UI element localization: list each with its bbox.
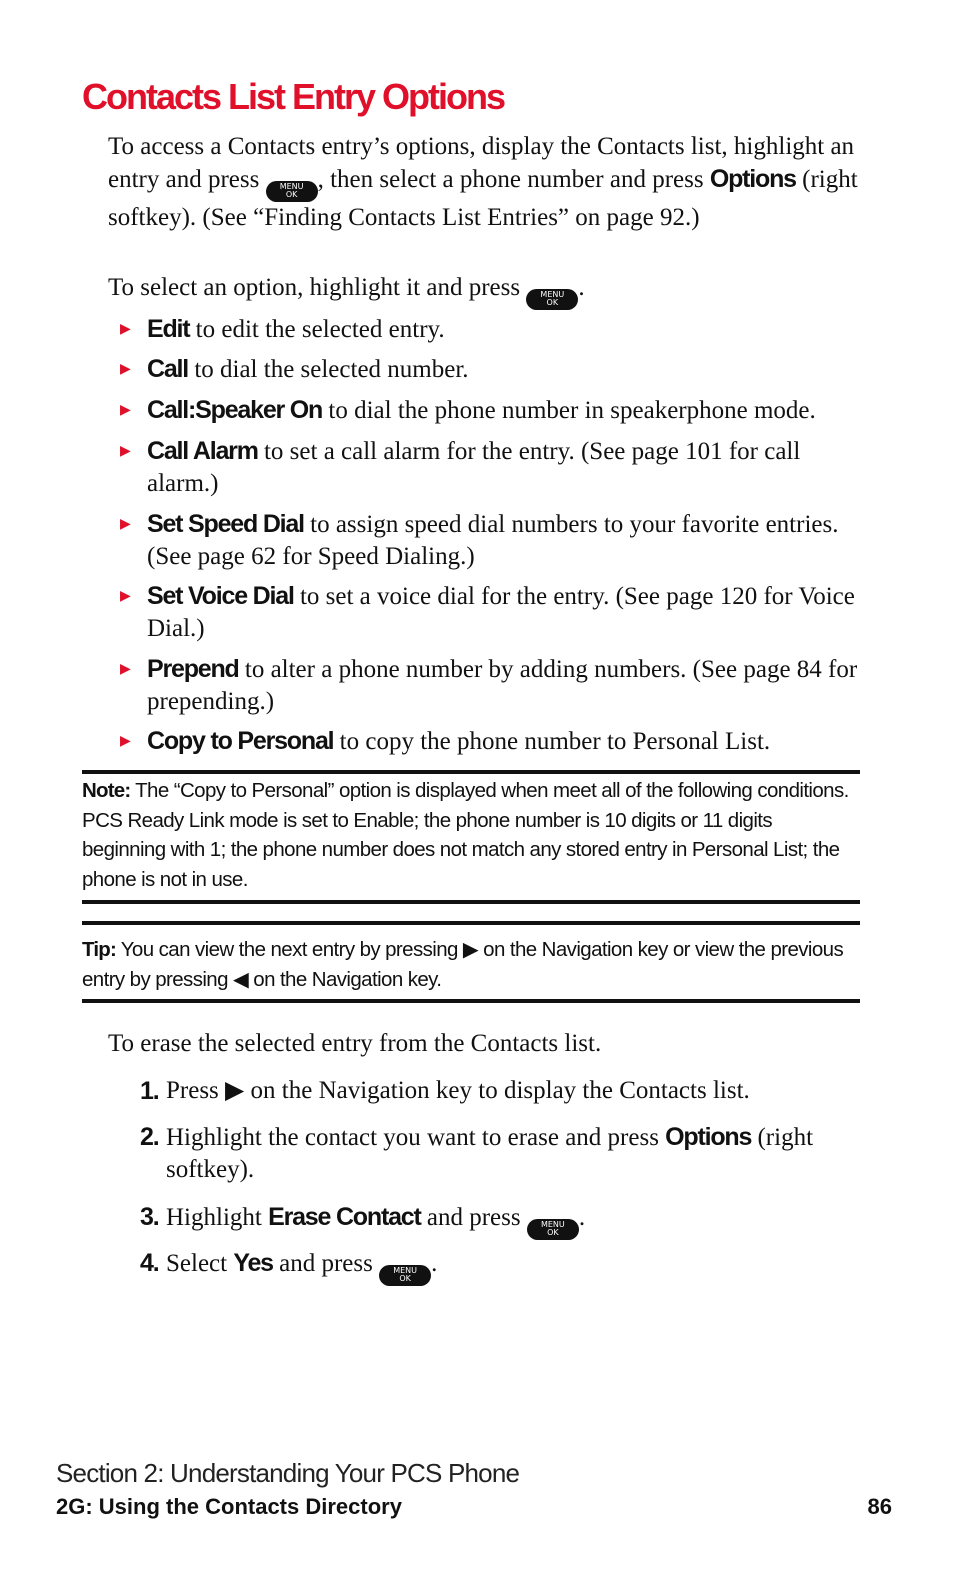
option-desc: to dial the selected number. <box>188 356 469 383</box>
chapter-title: 2G: Using the Contacts Directory <box>56 1494 402 1519</box>
menu-ok-key-icon <box>527 1219 579 1240</box>
step-term: Yes <box>233 1249 273 1277</box>
step-term: Erase Contact <box>268 1203 421 1231</box>
key-label-top: MENU <box>540 1220 565 1229</box>
option-name: Set Speed Dial <box>147 510 304 538</box>
options-term: Options <box>709 165 796 193</box>
bullet-arrow-icon: ▶ <box>120 661 131 677</box>
tip-label: Tip: <box>82 938 116 961</box>
select-instruction <box>108 272 858 310</box>
step-number: 1. <box>140 1077 159 1105</box>
bullet-arrow-icon: ▶ <box>120 733 131 749</box>
option-name: Call Alarm <box>147 437 258 465</box>
note-top-rule <box>82 770 860 774</box>
option-desc: to edit the selected entry. <box>189 316 445 343</box>
key-label-bottom: OK <box>546 298 559 307</box>
tip-top-rule <box>82 921 860 925</box>
step-end: . <box>431 1250 438 1277</box>
tip-box <box>82 935 860 994</box>
option-item-call <box>120 353 860 386</box>
step-text: Select <box>166 1250 234 1277</box>
note-label: Note: <box>82 779 131 802</box>
note-bottom-rule <box>82 900 860 904</box>
option-desc: to set a call alarm for the entry. (See page 101 for call alarm.) <box>147 438 801 497</box>
bullet-arrow-icon: ▶ <box>120 588 131 604</box>
option-name: Call <box>147 355 189 383</box>
nav-left-icon: ◀ <box>233 967 249 991</box>
erase-intro: To erase the selected entry from the Contacts list. <box>108 1030 602 1057</box>
step-item <box>140 1247 860 1286</box>
select-text: To select an option, highlight it and press <box>108 274 527 301</box>
option-name: Edit <box>147 315 190 343</box>
step-number: 4. <box>140 1249 159 1277</box>
bullet-arrow-icon: ▶ <box>120 443 131 459</box>
step-text: Press <box>166 1077 226 1104</box>
bullet-arrow-icon: ▶ <box>120 361 131 377</box>
step-text: Highlight <box>166 1204 269 1231</box>
step-text: (right softkey). <box>166 1124 814 1183</box>
option-name: Copy to Personal <box>147 727 334 755</box>
menu-ok-key-icon <box>266 181 318 202</box>
tip-text-1: You can view the next entry by pressing <box>116 938 463 961</box>
step-number: 3. <box>140 1203 159 1231</box>
step-item <box>140 1121 860 1186</box>
step-item <box>140 1075 860 1107</box>
option-desc: to assign speed dial numbers to your favorite entries. (See page 62 for Speed Dialing.) <box>147 511 839 570</box>
intro-paragraph <box>108 131 858 234</box>
tip-bottom-rule <box>82 999 860 1003</box>
intro-text-3: (right softkey). (See “Finding Contacts List Entries” on page 92.) <box>108 166 858 231</box>
step-text: and press <box>272 1250 380 1277</box>
option-name: Prepend <box>147 655 239 683</box>
menu-ok-key-icon <box>526 289 578 310</box>
key-label-bottom: OK <box>285 190 298 199</box>
step-number: 2. <box>140 1123 159 1151</box>
page-title: Contacts List Entry Options <box>82 76 505 117</box>
option-desc: to set a voice dial for the entry. (See page 120 for Voice Dial.) <box>147 583 855 642</box>
option-desc: to alter a phone number by adding numbers. (See page 84 for prepending.) <box>147 656 858 715</box>
key-label-bottom: OK <box>547 1228 559 1237</box>
step-text: and press <box>420 1204 527 1231</box>
tip-text-3: on the Navigation key. <box>248 967 442 991</box>
option-item-set-speed-dial <box>120 508 860 573</box>
option-item-set-voice-dial <box>120 580 860 645</box>
select-end: . <box>578 274 585 301</box>
step-text: on the Navigation key to display the Contacts list. <box>244 1077 750 1104</box>
key-label-top: MENU <box>279 182 304 191</box>
nav-right-icon: ▶ <box>462 938 479 961</box>
nav-right-icon: ▶ <box>225 1077 245 1104</box>
option-desc: to copy the phone number to Personal List. <box>333 728 771 755</box>
bullet-arrow-icon: ▶ <box>120 516 131 532</box>
note-box <box>82 776 860 894</box>
section-title: Section 2: Understanding Your PCS Phone <box>56 1458 520 1488</box>
bullet-arrow-icon: ▶ <box>120 321 131 337</box>
option-item-call-speaker-on <box>120 394 860 427</box>
intro-text-2: , then select a phone number and press <box>317 166 710 193</box>
tip-text-2: on the Navigation key or view the previous entry by pressing <box>82 938 844 991</box>
menu-ok-key-icon <box>379 1265 431 1286</box>
option-desc: to dial the phone number in speakerphone mode. <box>322 397 816 424</box>
option-name: Call:Speaker On <box>147 396 323 424</box>
option-name: Set Voice Dial <box>147 582 294 610</box>
key-label-top: MENU <box>540 290 565 299</box>
step-text: Highlight the contact you want to erase and press <box>166 1124 666 1151</box>
note-text: The “Copy to Personal” option is displayed when meet all of the following conditions. PCS Ready Link mode is set to Enable; the phone number is 10 digits or 11 digits beginning with 1; the phone number does not match any stored entry in Personal List; the phone is not in use. <box>82 779 849 891</box>
step-end: . <box>578 1204 586 1231</box>
option-item-copy-to-personal <box>120 725 860 758</box>
key-label-bottom: OK <box>399 1274 411 1283</box>
option-item-call-alarm <box>120 435 860 500</box>
step-item <box>140 1201 860 1240</box>
option-item-edit <box>120 313 860 346</box>
bullet-arrow-icon: ▶ <box>120 402 131 418</box>
page-number: 86 <box>867 1494 892 1519</box>
option-item-prepend <box>120 653 860 718</box>
intro-text-1: To access a Contacts entry’s options, display the Contacts list, highlight an entry and press <box>108 133 855 193</box>
step-term: Options <box>665 1123 752 1151</box>
key-label-top: MENU <box>393 1266 417 1275</box>
